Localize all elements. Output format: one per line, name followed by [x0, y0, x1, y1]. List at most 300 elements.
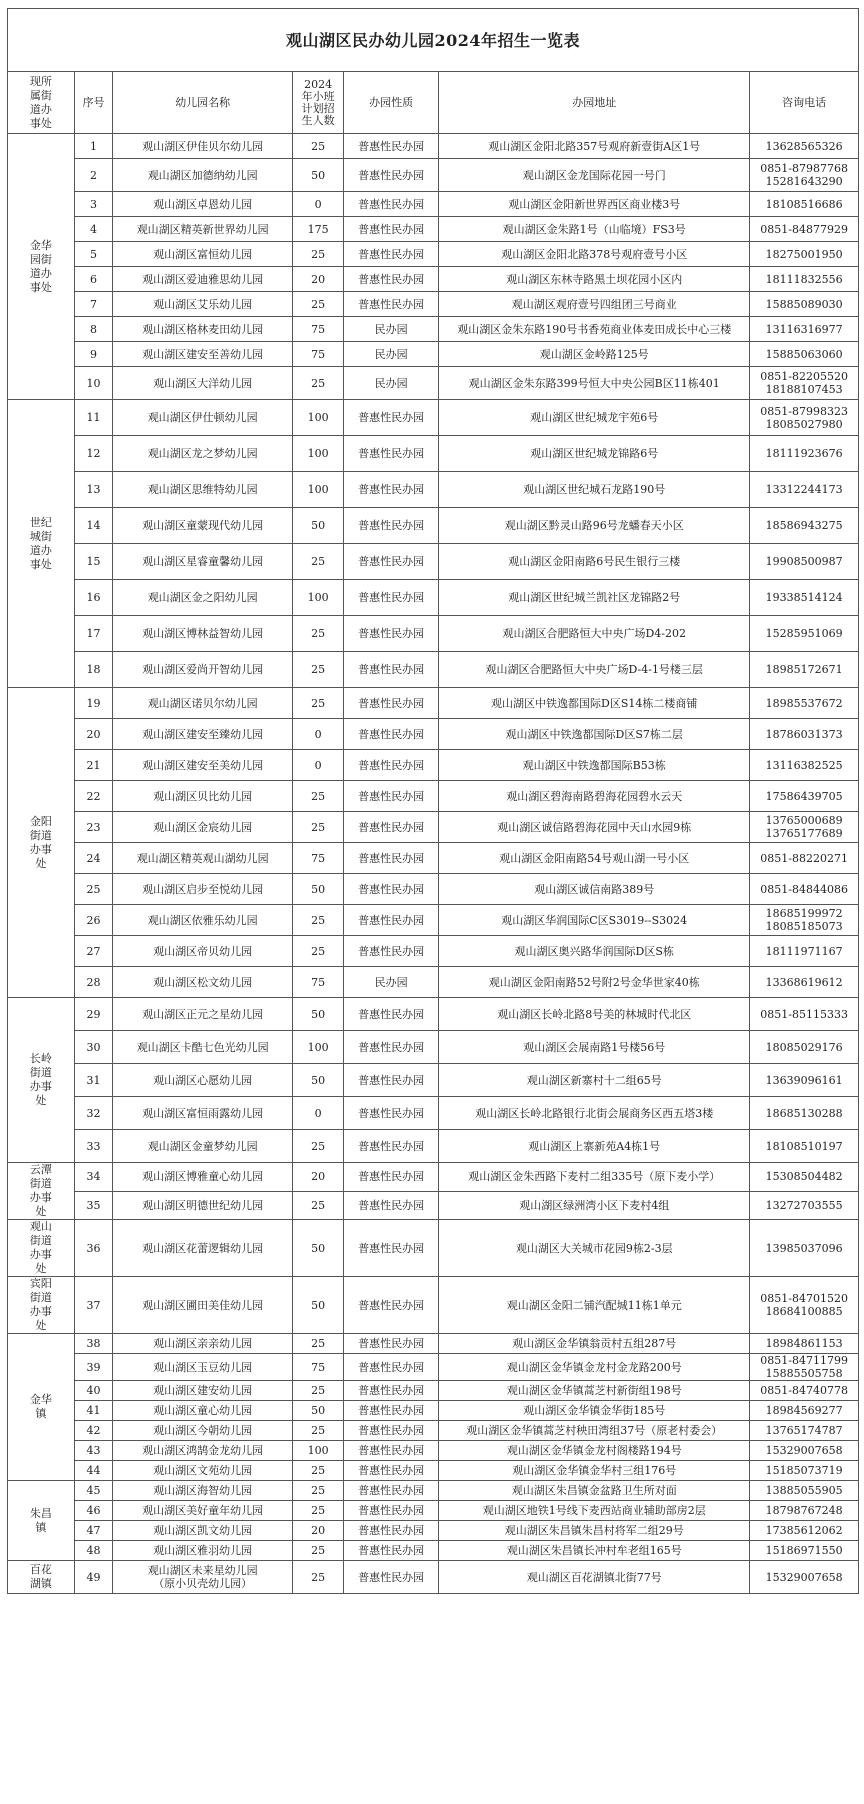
- kindergarten-name-cell: 观山湖区心愿幼儿园: [113, 1064, 293, 1097]
- col-header-address: 办园地址: [439, 72, 750, 134]
- address-cell: 观山湖区金阳南路54号观山湖一号小区: [439, 843, 750, 874]
- table-row: [8, 936, 859, 967]
- seq-cell: 43: [74, 1441, 112, 1461]
- table-row: [8, 1163, 859, 1192]
- kindergarten-name-cell: 观山湖区伊仕顿幼儿园: [113, 400, 293, 436]
- nature-cell: 普惠性民办园: [344, 812, 439, 843]
- phone-cell: 15308504482: [750, 1163, 859, 1192]
- address-cell: 观山湖区金华镇金华街185号: [439, 1401, 750, 1421]
- phone-cell: 13628565326: [750, 134, 859, 159]
- address-cell: 观山湖区金朱西路下麦村二组335号（原下麦小学）: [439, 1163, 750, 1192]
- address-cell: 观山湖区金阳北路357号观府新壹街A区1号: [439, 134, 750, 159]
- quota-cell: 25: [293, 1481, 344, 1501]
- nature-cell: 普惠性民办园: [344, 1521, 439, 1541]
- seq-cell: 6: [74, 267, 112, 292]
- table-row: [8, 508, 859, 544]
- phone-cell: 18111971167: [750, 936, 859, 967]
- seq-cell: 22: [74, 781, 112, 812]
- seq-cell: 39: [74, 1354, 112, 1381]
- nature-cell: 普惠性民办园: [344, 1421, 439, 1441]
- kindergarten-name-cell: 观山湖区明德世纪幼儿园: [113, 1191, 293, 1220]
- address-cell: 观山湖区金阳南路52号附2号金华世家40栋: [439, 967, 750, 998]
- phone-cell: 19338514124: [750, 580, 859, 616]
- nature-cell: 普惠性民办园: [344, 217, 439, 242]
- quota-cell: 25: [293, 292, 344, 317]
- district-cell: 世纪城街道办事处: [8, 400, 75, 688]
- table-row: [8, 998, 859, 1031]
- address-cell: 观山湖区金朱东路190号书香苑商业体麦田成长中心三楼: [439, 317, 750, 342]
- phone-cell: 15285951069: [750, 616, 859, 652]
- address-cell: 观山湖区碧海南路碧海花园碧水云天: [439, 781, 750, 812]
- table-row: [8, 1481, 859, 1501]
- address-cell: 观山湖区金华镇翁贡村五组287号: [439, 1334, 750, 1354]
- nature-cell: 普惠性民办园: [344, 1381, 439, 1401]
- kindergarten-name-cell: 观山湖区格林麦田幼儿园: [113, 317, 293, 342]
- address-cell: 观山湖区金龙国际花园一号门: [439, 159, 750, 192]
- phone-cell: 15185073719: [750, 1461, 859, 1481]
- nature-cell: 普惠性民办园: [344, 436, 439, 472]
- enrollment-table: [7, 8, 859, 1594]
- nature-cell: 普惠性民办园: [344, 688, 439, 719]
- table-row: [8, 317, 859, 342]
- address-cell: 观山湖区金岭路125号: [439, 342, 750, 367]
- address-cell: 观山湖区上寨新苑A4栋1号: [439, 1130, 750, 1163]
- seq-cell: 33: [74, 1130, 112, 1163]
- table-row: [8, 544, 859, 580]
- col-header-quota: 2024年小班计划招生人数: [293, 72, 344, 134]
- phone-cell: 18685199972 18085185073: [750, 905, 859, 936]
- phone-cell: 15186971550: [750, 1541, 859, 1561]
- seq-cell: 25: [74, 874, 112, 905]
- address-cell: 观山湖区金华镇金龙村阁楼路194号: [439, 1441, 750, 1461]
- table-row: [8, 1334, 859, 1354]
- nature-cell: 普惠性民办园: [344, 1163, 439, 1192]
- seq-cell: 17: [74, 616, 112, 652]
- quota-cell: 0: [293, 192, 344, 217]
- seq-cell: 41: [74, 1401, 112, 1421]
- table-row: [8, 719, 859, 750]
- quota-cell: 100: [293, 436, 344, 472]
- table-row: [8, 400, 859, 436]
- quota-cell: 50: [293, 1277, 344, 1334]
- phone-cell: 17586439705: [750, 781, 859, 812]
- seq-cell: 40: [74, 1381, 112, 1401]
- address-cell: 观山湖区朱昌镇金盆路卫生所对面: [439, 1481, 750, 1501]
- quota-cell: 25: [293, 688, 344, 719]
- nature-cell: 普惠性民办园: [344, 1334, 439, 1354]
- nature-cell: 普惠性民办园: [344, 936, 439, 967]
- quota-cell: 50: [293, 1064, 344, 1097]
- table-row: [8, 967, 859, 998]
- seq-cell: 42: [74, 1421, 112, 1441]
- quota-cell: 25: [293, 1461, 344, 1481]
- seq-cell: 26: [74, 905, 112, 936]
- kindergarten-name-cell: 观山湖区启步至悦幼儿园: [113, 874, 293, 905]
- nature-cell: 普惠性民办园: [344, 472, 439, 508]
- table-row: [8, 750, 859, 781]
- table-row: [8, 812, 859, 843]
- phone-cell: 18984861153: [750, 1334, 859, 1354]
- phone-cell: 19908500987: [750, 544, 859, 580]
- col-header-district: 现所属街道办事处: [8, 72, 75, 134]
- seq-cell: 28: [74, 967, 112, 998]
- table-row: [8, 1561, 859, 1594]
- phone-cell: 18985172671: [750, 652, 859, 688]
- kindergarten-name-cell: 观山湖区凯文幼儿园: [113, 1521, 293, 1541]
- quota-cell: 25: [293, 812, 344, 843]
- phone-cell: 13312244173: [750, 472, 859, 508]
- address-cell: 观山湖区金华镇蒿芝村新街组198号: [439, 1381, 750, 1401]
- seq-cell: 16: [74, 580, 112, 616]
- quota-cell: 100: [293, 580, 344, 616]
- address-cell: 观山湖区金阳新世界西区商业楼3号: [439, 192, 750, 217]
- seq-cell: 37: [74, 1277, 112, 1334]
- col-header-nature: 办园性质: [344, 72, 439, 134]
- kindergarten-name-cell: 观山湖区今朝幼儿园: [113, 1421, 293, 1441]
- table-row: [8, 342, 859, 367]
- phone-cell: 18111832556: [750, 267, 859, 292]
- phone-cell: 13116316977: [750, 317, 859, 342]
- seq-cell: 19: [74, 688, 112, 719]
- nature-cell: 普惠性民办园: [344, 843, 439, 874]
- seq-cell: 32: [74, 1097, 112, 1130]
- kindergarten-name-cell: 观山湖区星睿童馨幼儿园: [113, 544, 293, 580]
- quota-cell: 25: [293, 1501, 344, 1521]
- seq-cell: 1: [74, 134, 112, 159]
- table-row: [8, 1220, 859, 1277]
- seq-cell: 7: [74, 292, 112, 317]
- address-cell: 观山湖区金阳北路378号观府壹号小区: [439, 242, 750, 267]
- phone-cell: 0851-88220271: [750, 843, 859, 874]
- phone-cell: 18275001950: [750, 242, 859, 267]
- phone-cell: 0851-87987768 15281643290: [750, 159, 859, 192]
- seq-cell: 34: [74, 1163, 112, 1192]
- phone-cell: 0851-84711799 15885505758: [750, 1354, 859, 1381]
- address-cell: 观山湖区黔灵山路96号龙蟠春天小区: [439, 508, 750, 544]
- table-row: [8, 1277, 859, 1334]
- seq-cell: 9: [74, 342, 112, 367]
- address-cell: 观山湖区观府壹号四组团三号商业: [439, 292, 750, 317]
- nature-cell: 普惠性民办园: [344, 242, 439, 267]
- kindergarten-name-cell: 观山湖区未来星幼儿园 （原小贝壳幼儿园）: [113, 1561, 293, 1594]
- seq-cell: 44: [74, 1461, 112, 1481]
- quota-cell: 50: [293, 1220, 344, 1277]
- table-row: [8, 1421, 859, 1441]
- table-row: [8, 652, 859, 688]
- table-row: [8, 367, 859, 400]
- quota-cell: 20: [293, 1521, 344, 1541]
- quota-cell: 25: [293, 1561, 344, 1594]
- col-header-phone: 咨询电话: [750, 72, 859, 134]
- address-cell: 观山湖区世纪城龙宇苑6号: [439, 400, 750, 436]
- kindergarten-name-cell: 观山湖区依雅乐幼儿园: [113, 905, 293, 936]
- kindergarten-name-cell: 观山湖区正元之星幼儿园: [113, 998, 293, 1031]
- seq-cell: 14: [74, 508, 112, 544]
- phone-cell: 15329007658: [750, 1441, 859, 1461]
- nature-cell: 普惠性民办园: [344, 508, 439, 544]
- phone-cell: 17385612062: [750, 1521, 859, 1541]
- address-cell: 观山湖区合肥路恒大中央广场D4-202: [439, 616, 750, 652]
- phone-cell: 18985537672: [750, 688, 859, 719]
- kindergarten-name-cell: 观山湖区玉豆幼儿园: [113, 1354, 293, 1381]
- table-body: [8, 134, 859, 1594]
- kindergarten-name-cell: 观山湖区金之阳幼儿园: [113, 580, 293, 616]
- kindergarten-name-cell: 观山湖区帝贝幼儿园: [113, 936, 293, 967]
- seq-cell: 48: [74, 1541, 112, 1561]
- table-row: [8, 134, 859, 159]
- kindergarten-name-cell: 观山湖区建安幼儿园: [113, 1381, 293, 1401]
- table-row: [8, 688, 859, 719]
- quota-cell: 25: [293, 1191, 344, 1220]
- quota-cell: 25: [293, 1541, 344, 1561]
- kindergarten-name-cell: 观山湖区建安至美幼儿园: [113, 750, 293, 781]
- nature-cell: 普惠性民办园: [344, 1354, 439, 1381]
- kindergarten-name-cell: 观山湖区卓恩幼儿园: [113, 192, 293, 217]
- table-row: [8, 1501, 859, 1521]
- phone-cell: 13368619612: [750, 967, 859, 998]
- seq-cell: 10: [74, 367, 112, 400]
- phone-cell: 13985037096: [750, 1220, 859, 1277]
- nature-cell: 普惠性民办园: [344, 719, 439, 750]
- kindergarten-name-cell: 观山湖区圃田美佳幼儿园: [113, 1277, 293, 1334]
- kindergarten-name-cell: 观山湖区金宸幼儿园: [113, 812, 293, 843]
- table-row: [8, 874, 859, 905]
- address-cell: 观山湖区合肥路恒大中央广场D-4-1号楼三层: [439, 652, 750, 688]
- quota-cell: 25: [293, 936, 344, 967]
- quota-cell: 25: [293, 1381, 344, 1401]
- kindergarten-name-cell: 观山湖区文苑幼儿园: [113, 1461, 293, 1481]
- kindergarten-name-cell: 观山湖区富恒幼儿园: [113, 242, 293, 267]
- quota-cell: 50: [293, 508, 344, 544]
- phone-cell: 18085029176: [750, 1031, 859, 1064]
- nature-cell: 普惠性民办园: [344, 1461, 439, 1481]
- address-cell: 观山湖区新寨村十二组65号: [439, 1064, 750, 1097]
- kindergarten-name-cell: 观山湖区花蕾逻辑幼儿园: [113, 1220, 293, 1277]
- quota-cell: 0: [293, 719, 344, 750]
- kindergarten-name-cell: 观山湖区艾乐幼儿园: [113, 292, 293, 317]
- kindergarten-name-cell: 观山湖区博雅童心幼儿园: [113, 1163, 293, 1192]
- seq-cell: 12: [74, 436, 112, 472]
- nature-cell: 普惠性民办园: [344, 616, 439, 652]
- quota-cell: 25: [293, 134, 344, 159]
- table-row: [8, 1541, 859, 1561]
- kindergarten-name-cell: 观山湖区爱迪雅思幼儿园: [113, 267, 293, 292]
- quota-cell: 75: [293, 967, 344, 998]
- quota-cell: 25: [293, 367, 344, 400]
- phone-cell: 0851-82205520 18188107453: [750, 367, 859, 400]
- kindergarten-name-cell: 观山湖区鸿鹄金龙幼儿园: [113, 1441, 293, 1461]
- quota-cell: 20: [293, 267, 344, 292]
- kindergarten-name-cell: 观山湖区亲亲幼儿园: [113, 1334, 293, 1354]
- district-cell: 金华镇: [8, 1334, 75, 1481]
- kindergarten-name-cell: 观山湖区金童梦幼儿园: [113, 1130, 293, 1163]
- address-cell: 观山湖区金朱东路399号恒大中央公园B区11栋401: [439, 367, 750, 400]
- table-row: [8, 781, 859, 812]
- table-row: [8, 1191, 859, 1220]
- table-row: [8, 242, 859, 267]
- nature-cell: 普惠性民办园: [344, 1130, 439, 1163]
- quota-cell: 75: [293, 317, 344, 342]
- nature-cell: 普惠性民办园: [344, 544, 439, 580]
- phone-cell: 18111923676: [750, 436, 859, 472]
- phone-cell: 0851-84701520 18684100885: [750, 1277, 859, 1334]
- table-row: [8, 1064, 859, 1097]
- seq-cell: 18: [74, 652, 112, 688]
- nature-cell: 普惠性民办园: [344, 1401, 439, 1421]
- address-cell: 观山湖区绿洲湾小区下麦村4组: [439, 1191, 750, 1220]
- seq-cell: 49: [74, 1561, 112, 1594]
- table-row: [8, 1401, 859, 1421]
- district-cell: 观山街道办事处: [8, 1220, 75, 1277]
- address-cell: 观山湖区朱昌镇长冲村牟老组165号: [439, 1541, 750, 1561]
- table-row: [8, 1097, 859, 1130]
- quota-cell: 25: [293, 905, 344, 936]
- kindergarten-name-cell: 观山湖区爱尚开智幼儿园: [113, 652, 293, 688]
- seq-cell: 35: [74, 1191, 112, 1220]
- phone-cell: 18984569277: [750, 1401, 859, 1421]
- district-cell: 云潭街道办事处: [8, 1163, 75, 1220]
- phone-cell: 0851-84844086: [750, 874, 859, 905]
- seq-cell: 4: [74, 217, 112, 242]
- phone-cell: 0851-84877929: [750, 217, 859, 242]
- seq-cell: 15: [74, 544, 112, 580]
- nature-cell: 普惠性民办园: [344, 750, 439, 781]
- seq-cell: 21: [74, 750, 112, 781]
- phone-cell: 13765174787: [750, 1421, 859, 1441]
- nature-cell: 普惠性民办园: [344, 159, 439, 192]
- table-row: [8, 1130, 859, 1163]
- district-cell: 百花湖镇: [8, 1561, 75, 1594]
- address-cell: 观山湖区百花湖镇北街77号: [439, 1561, 750, 1594]
- col-header-seq: 序号: [74, 72, 112, 134]
- quota-cell: 50: [293, 998, 344, 1031]
- kindergarten-name-cell: 观山湖区精英观山湖幼儿园: [113, 843, 293, 874]
- phone-cell: 0851-85115333: [750, 998, 859, 1031]
- address-cell: 观山湖区金华镇金华村三组176号: [439, 1461, 750, 1481]
- quota-cell: 25: [293, 544, 344, 580]
- address-cell: 观山湖区华润国际C区S3019--S3024: [439, 905, 750, 936]
- quota-cell: 25: [293, 1130, 344, 1163]
- quota-cell: 0: [293, 1097, 344, 1130]
- kindergarten-name-cell: 观山湖区贝比幼儿园: [113, 781, 293, 812]
- seq-cell: 23: [74, 812, 112, 843]
- kindergarten-name-cell: 观山湖区加德纳幼儿园: [113, 159, 293, 192]
- table-row: [8, 192, 859, 217]
- quota-cell: 175: [293, 217, 344, 242]
- nature-cell: 普惠性民办园: [344, 1501, 439, 1521]
- table-row: [8, 1381, 859, 1401]
- address-cell: 观山湖区世纪城龙锦路6号: [439, 436, 750, 472]
- address-cell: 观山湖区诚信南路389号: [439, 874, 750, 905]
- col-header-name: 幼儿园名称: [113, 72, 293, 134]
- table-row: [8, 1521, 859, 1541]
- nature-cell: 普惠性民办园: [344, 998, 439, 1031]
- nature-cell: 民办园: [344, 967, 439, 998]
- phone-cell: 18685130288: [750, 1097, 859, 1130]
- seq-cell: 3: [74, 192, 112, 217]
- nature-cell: 民办园: [344, 317, 439, 342]
- phone-cell: 18108510197: [750, 1130, 859, 1163]
- address-cell: 观山湖区金华镇蒿芝村秧田湾组37号（原老村委会）: [439, 1421, 750, 1441]
- seq-cell: 5: [74, 242, 112, 267]
- kindergarten-name-cell: 观山湖区美好童年幼儿园: [113, 1501, 293, 1521]
- table-row: [8, 580, 859, 616]
- seq-cell: 36: [74, 1220, 112, 1277]
- quota-cell: 25: [293, 652, 344, 688]
- address-cell: 观山湖区朱昌镇朱昌村将军二组29号: [439, 1521, 750, 1541]
- table-row: [8, 472, 859, 508]
- address-cell: 观山湖区金阳南路6号民生银行三楼: [439, 544, 750, 580]
- phone-cell: 18798767248: [750, 1501, 859, 1521]
- nature-cell: 普惠性民办园: [344, 1064, 439, 1097]
- seq-cell: 24: [74, 843, 112, 874]
- district-cell: 朱昌镇: [8, 1481, 75, 1561]
- seq-cell: 8: [74, 317, 112, 342]
- nature-cell: 普惠性民办园: [344, 1031, 439, 1064]
- quota-cell: 100: [293, 472, 344, 508]
- nature-cell: 普惠性民办园: [344, 652, 439, 688]
- phone-cell: 18108516686: [750, 192, 859, 217]
- address-cell: 观山湖区地铁1号线下麦西站商业辅助部房2层: [439, 1501, 750, 1521]
- kindergarten-name-cell: 观山湖区卡酷七色光幼儿园: [113, 1031, 293, 1064]
- phone-cell: 0851-87998323 18085027980: [750, 400, 859, 436]
- district-cell: 宾阳街道办事处: [8, 1277, 75, 1334]
- nature-cell: 普惠性民办园: [344, 134, 439, 159]
- quota-cell: 20: [293, 1163, 344, 1192]
- table-row: [8, 843, 859, 874]
- phone-cell: 15885063060: [750, 342, 859, 367]
- kindergarten-name-cell: 观山湖区富恒雨露幼儿园: [113, 1097, 293, 1130]
- page-title: 观山湖区民办幼儿园2024年招生一览表: [8, 9, 859, 72]
- kindergarten-name-cell: 观山湖区诺贝尔幼儿园: [113, 688, 293, 719]
- kindergarten-name-cell: 观山湖区雅羽幼儿园: [113, 1541, 293, 1561]
- address-cell: 观山湖区长岭北路银行北街会展商务区西五塔3楼: [439, 1097, 750, 1130]
- quota-cell: 25: [293, 781, 344, 812]
- seq-cell: 30: [74, 1031, 112, 1064]
- quota-cell: 50: [293, 1401, 344, 1421]
- seq-cell: 2: [74, 159, 112, 192]
- quota-cell: 25: [293, 1334, 344, 1354]
- seq-cell: 13: [74, 472, 112, 508]
- kindergarten-name-cell: 观山湖区童蒙现代幼儿园: [113, 508, 293, 544]
- seq-cell: 27: [74, 936, 112, 967]
- nature-cell: 普惠性民办园: [344, 1277, 439, 1334]
- phone-cell: 0851-84740778: [750, 1381, 859, 1401]
- address-cell: 观山湖区世纪城石龙路190号: [439, 472, 750, 508]
- nature-cell: 普惠性民办园: [344, 1481, 439, 1501]
- seq-cell: 45: [74, 1481, 112, 1501]
- seq-cell: 46: [74, 1501, 112, 1521]
- nature-cell: 普惠性民办园: [344, 1220, 439, 1277]
- phone-cell: 18786031373: [750, 719, 859, 750]
- table-row: [8, 1461, 859, 1481]
- phone-cell: 13639096161: [750, 1064, 859, 1097]
- table-row: [8, 267, 859, 292]
- address-cell: 观山湖区金阳二铺汽配城11栋1单元: [439, 1277, 750, 1334]
- address-cell: 观山湖区中铁逸都国际D区S14栋二楼商铺: [439, 688, 750, 719]
- address-cell: 观山湖区中铁逸都国际D区S7栋二层: [439, 719, 750, 750]
- quota-cell: 75: [293, 1354, 344, 1381]
- table-row: [8, 292, 859, 317]
- nature-cell: 民办园: [344, 342, 439, 367]
- district-cell: 金华园街道办事处: [8, 134, 75, 400]
- address-cell: 观山湖区长岭北路8号美的林城时代北区: [439, 998, 750, 1031]
- nature-cell: 普惠性民办园: [344, 905, 439, 936]
- address-cell: 观山湖区金朱路1号（山临境）FS3号: [439, 217, 750, 242]
- seq-cell: 31: [74, 1064, 112, 1097]
- district-cell: 金阳街道办事处: [8, 688, 75, 998]
- nature-cell: 普惠性民办园: [344, 400, 439, 436]
